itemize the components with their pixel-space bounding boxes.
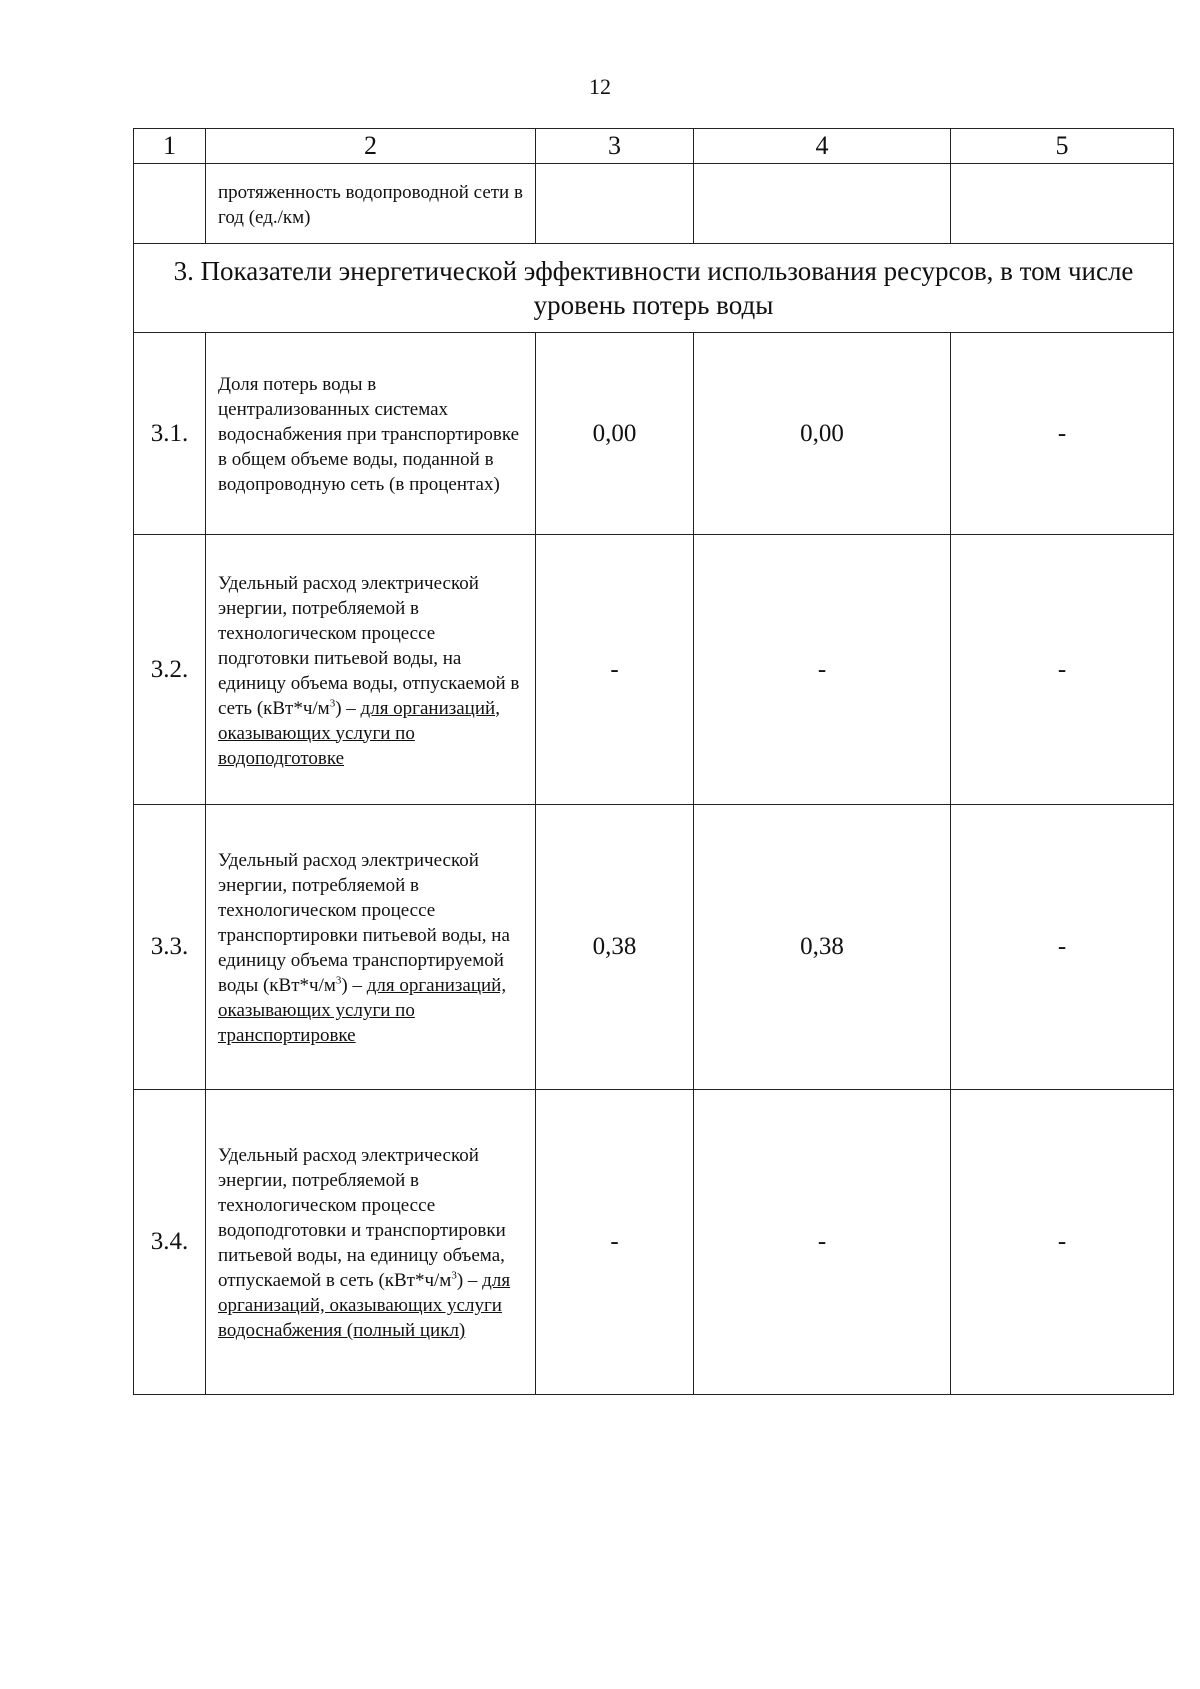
row-value-col4: - (694, 535, 951, 805)
row-description-text: Доля потерь воды в централизованных системах водоснабжения при транспортировке в общем объеме воды, поданной в водопроводную сеть (в процентах) (218, 374, 520, 495)
row-description-text: Удельный расход электрической энергии, потребляемой в технологическом процессе транспортировки питьевой воды, на единицу объема транспортируемой воды (кВт*ч/м (218, 850, 510, 996)
continued-row-col5 (951, 164, 1174, 244)
row-value-col4: - (694, 1090, 951, 1395)
header-cell-1: 1 (134, 129, 206, 164)
header-cell-3: 3 (536, 129, 694, 164)
section-title: 3. Показатели энергетической эффективности использования ресурсов, в том числе уровень потерь воды (134, 244, 1174, 333)
row-value-col5: - (951, 1090, 1174, 1395)
row-description-text: Удельный расход электрической энергии, потребляемой в технологическом процессе водоподготовки и транспортировки питьевой воды, на единицу объема, отпускаемой в сеть (кВт*ч/м (218, 1145, 506, 1291)
row-description (206, 805, 536, 1090)
page-number: 12 (589, 74, 611, 99)
row-value-col4: 0,38 (694, 805, 951, 1090)
row-value-col5: - (951, 805, 1174, 1090)
row-number: 3.3. (134, 805, 206, 1090)
row-description (206, 333, 536, 535)
row-value-col3: 0,38 (536, 805, 694, 1090)
row-description-underlined: для организаций, оказывающих услуги по транспортировке (218, 975, 507, 1046)
header-cell-2: 2 (206, 129, 536, 164)
row-description (206, 535, 536, 805)
superscript: 3 (335, 974, 342, 987)
row-description-suffix: ) – (341, 975, 367, 996)
row-description-underlined: для организаций, оказывающих услуги по водоподготовке (218, 697, 500, 769)
table-row (134, 805, 1174, 1090)
table-row (134, 333, 1174, 535)
row-value-col5: - (951, 535, 1174, 805)
section-row (134, 244, 1174, 333)
row-description-underlined: для организаций, оказывающих услуги водоснабжения (полный цикл) (218, 1270, 511, 1341)
continued-row-col3 (536, 164, 694, 244)
row-value-col5: - (951, 333, 1174, 535)
header-cell-4: 4 (694, 129, 951, 164)
continued-row-num (134, 164, 206, 244)
continued-row-col4 (694, 164, 951, 244)
header-row (134, 129, 1174, 164)
row-value-col3: - (536, 535, 694, 805)
row-number: 3.1. (134, 333, 206, 535)
row-value-col3: - (536, 1090, 694, 1395)
superscript: 3 (451, 1269, 457, 1282)
row-description-suffix: ) – (335, 697, 361, 719)
continued-row (134, 164, 1174, 244)
continued-row-description: протяженность водопроводной сети в год (ед./км) (206, 164, 536, 244)
row-description-text: Удельный расход электрической энергии, потребляемой в технологическом процессе подготовки питьевой воды, на единицу объема воды, отпускаемой в сеть (кВт*ч/м (218, 572, 520, 719)
row-description-suffix: ) – (456, 1270, 483, 1291)
header-cell-5: 5 (951, 129, 1174, 164)
row-value-col3: 0,00 (536, 333, 694, 535)
row-number: 3.4. (134, 1090, 206, 1395)
superscript: 3 (329, 697, 336, 710)
row-value-col4: 0,00 (694, 333, 951, 535)
indicators-table (133, 128, 1174, 1395)
row-number: 3.2. (134, 535, 206, 805)
table-row (134, 535, 1174, 805)
table-row (134, 1090, 1174, 1395)
row-description (206, 1090, 536, 1395)
